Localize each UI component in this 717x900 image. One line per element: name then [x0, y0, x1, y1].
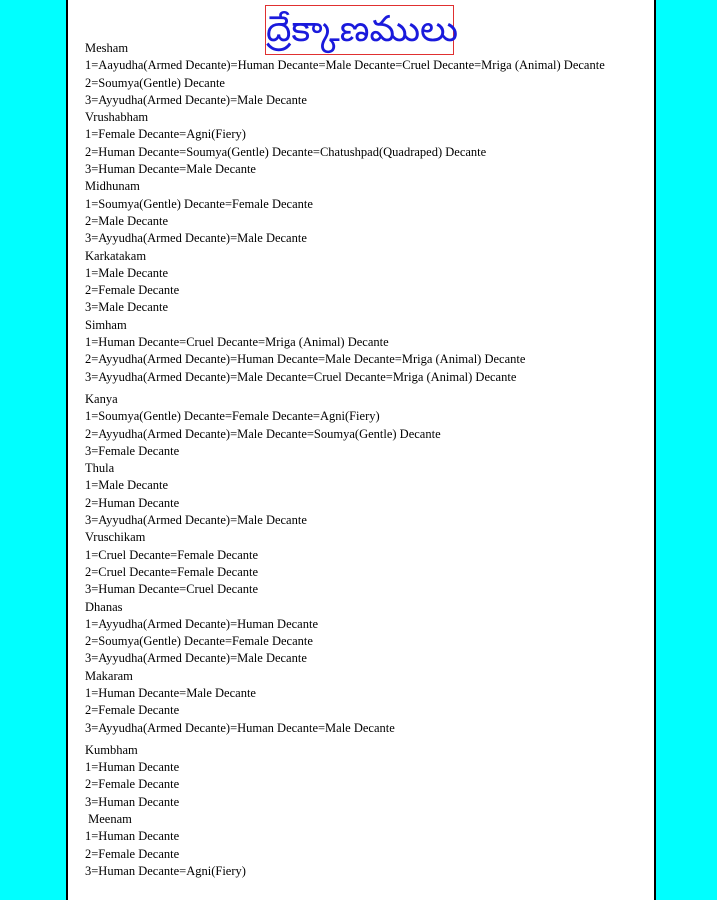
decante-line: 1=Soumya(Gentle) Decante=Female Decante=Agni(Fiery) — [85, 409, 380, 424]
sign-name: Meenam — [85, 812, 132, 827]
decante-line: 1=Male Decante — [85, 478, 169, 493]
decante-line: 1=Human Decante=Male Decante — [85, 685, 256, 700]
decante-line: 1=Aayudha(Armed Decante)=Human Decante=Male Decante=Cruel Decante=Mriga (Animal) Decante — [85, 58, 605, 73]
decante-line: 2=Female Decante — [85, 846, 180, 861]
sign-name: Makaram — [85, 668, 133, 683]
section-thula — [85, 460, 645, 529]
decante-line: 2=Human Decante — [85, 495, 180, 510]
decante-line: 2=Female Decante — [85, 703, 180, 718]
decante-line: 3=Human Decante=Cruel Decante — [85, 582, 259, 597]
decante-line: 3=Ayyudha(Armed Decante)=Male Decante — [85, 231, 307, 246]
sign-name: Thula — [85, 461, 115, 476]
section-dhanas — [85, 599, 645, 668]
decante-line: 1=Female Decante=Agni(Fiery) — [85, 127, 246, 142]
sign-name: Mesham — [85, 41, 129, 55]
decante-line: 3=Human Decante=Male Decante — [85, 162, 256, 177]
sign-name: Dhanas — [85, 599, 123, 614]
decante-line: 3=Human Decante — [85, 794, 180, 809]
sign-name: Vrushabham — [85, 110, 149, 125]
decante-line: 3=Ayyudha(Armed Decante)=Human Decante=Male Decante — [85, 720, 395, 735]
decante-line: 1=Cruel Decante=Female Decante — [85, 547, 259, 562]
sign-name: Midhunam — [85, 179, 140, 194]
decante-line: 1=Soumya(Gentle) Decante=Female Decante — [85, 196, 313, 211]
sign-name: Simham — [85, 317, 127, 332]
decante-line: 3=Male Decante — [85, 300, 169, 315]
decante-line: 1=Ayyudha(Armed Decante)=Human Decante — [85, 616, 318, 631]
decante-line: 2=Male Decante — [85, 213, 169, 228]
sign-name: Kumbham — [85, 742, 138, 757]
sign-name: Kanya — [85, 391, 118, 406]
decante-line: 2=Ayyudha(Armed Decante)=Male Decante=Soumya(Gentle) Decante — [85, 426, 441, 441]
decante-list — [85, 40, 645, 880]
decante-line: 1=Human Decante=Cruel Decante=Mriga (Animal) Decante — [85, 335, 389, 350]
decante-line: 2=Ayyudha(Armed Decante)=Human Decante=Male Decante=Mriga (Animal) Decante — [85, 352, 526, 367]
section-meenam — [85, 811, 645, 880]
section-simham — [85, 317, 645, 386]
section-vrushabham — [85, 109, 645, 178]
decante-line: 1=Male Decante — [85, 265, 169, 280]
decante-line: 3=Ayyudha(Armed Decante)=Male Decante — [85, 92, 307, 107]
section-makaram — [85, 668, 645, 737]
section-midhunam — [85, 178, 645, 247]
document-page — [66, 0, 656, 900]
decante-line: 3=Female Decante — [85, 443, 180, 458]
decante-line: 3=Ayyudha(Armed Decante)=Male Decante — [85, 513, 307, 528]
decante-line: 1=Human Decante — [85, 760, 180, 775]
decante-line: 3=Ayyudha(Armed Decante)=Male Decante=Cruel Decante=Mriga (Animal) Decante — [85, 369, 517, 384]
decante-line: 2=Soumya(Gentle) Decante — [85, 75, 225, 90]
decante-line: 2=Human Decante=Soumya(Gentle) Decante=Chatushpad(Quadraped) Decante — [85, 144, 487, 159]
section-kumbham — [85, 742, 645, 811]
section-karkatakam — [85, 248, 645, 317]
decante-line: 2=Cruel Decante=Female Decante — [85, 564, 259, 579]
decante-line: 2=Female Decante — [85, 777, 180, 792]
decante-line: 2=Female Decante — [85, 283, 180, 298]
decante-line: 1=Human Decante — [85, 829, 180, 844]
page-title: ద్రేక్కాణములు — [265, 5, 454, 55]
decante-line: 3=Human Decante=Agni(Fiery) — [85, 863, 246, 878]
decante-line: 3=Ayyudha(Armed Decante)=Male Decante — [85, 651, 307, 666]
section-mesham — [85, 40, 645, 109]
decante-line: 2=Soumya(Gentle) Decante=Female Decante — [85, 634, 313, 649]
section-vruschikam — [85, 529, 645, 598]
sign-name: Karkatakam — [85, 248, 147, 263]
sign-name: Vruschikam — [85, 530, 146, 545]
section-kanya — [85, 391, 645, 460]
